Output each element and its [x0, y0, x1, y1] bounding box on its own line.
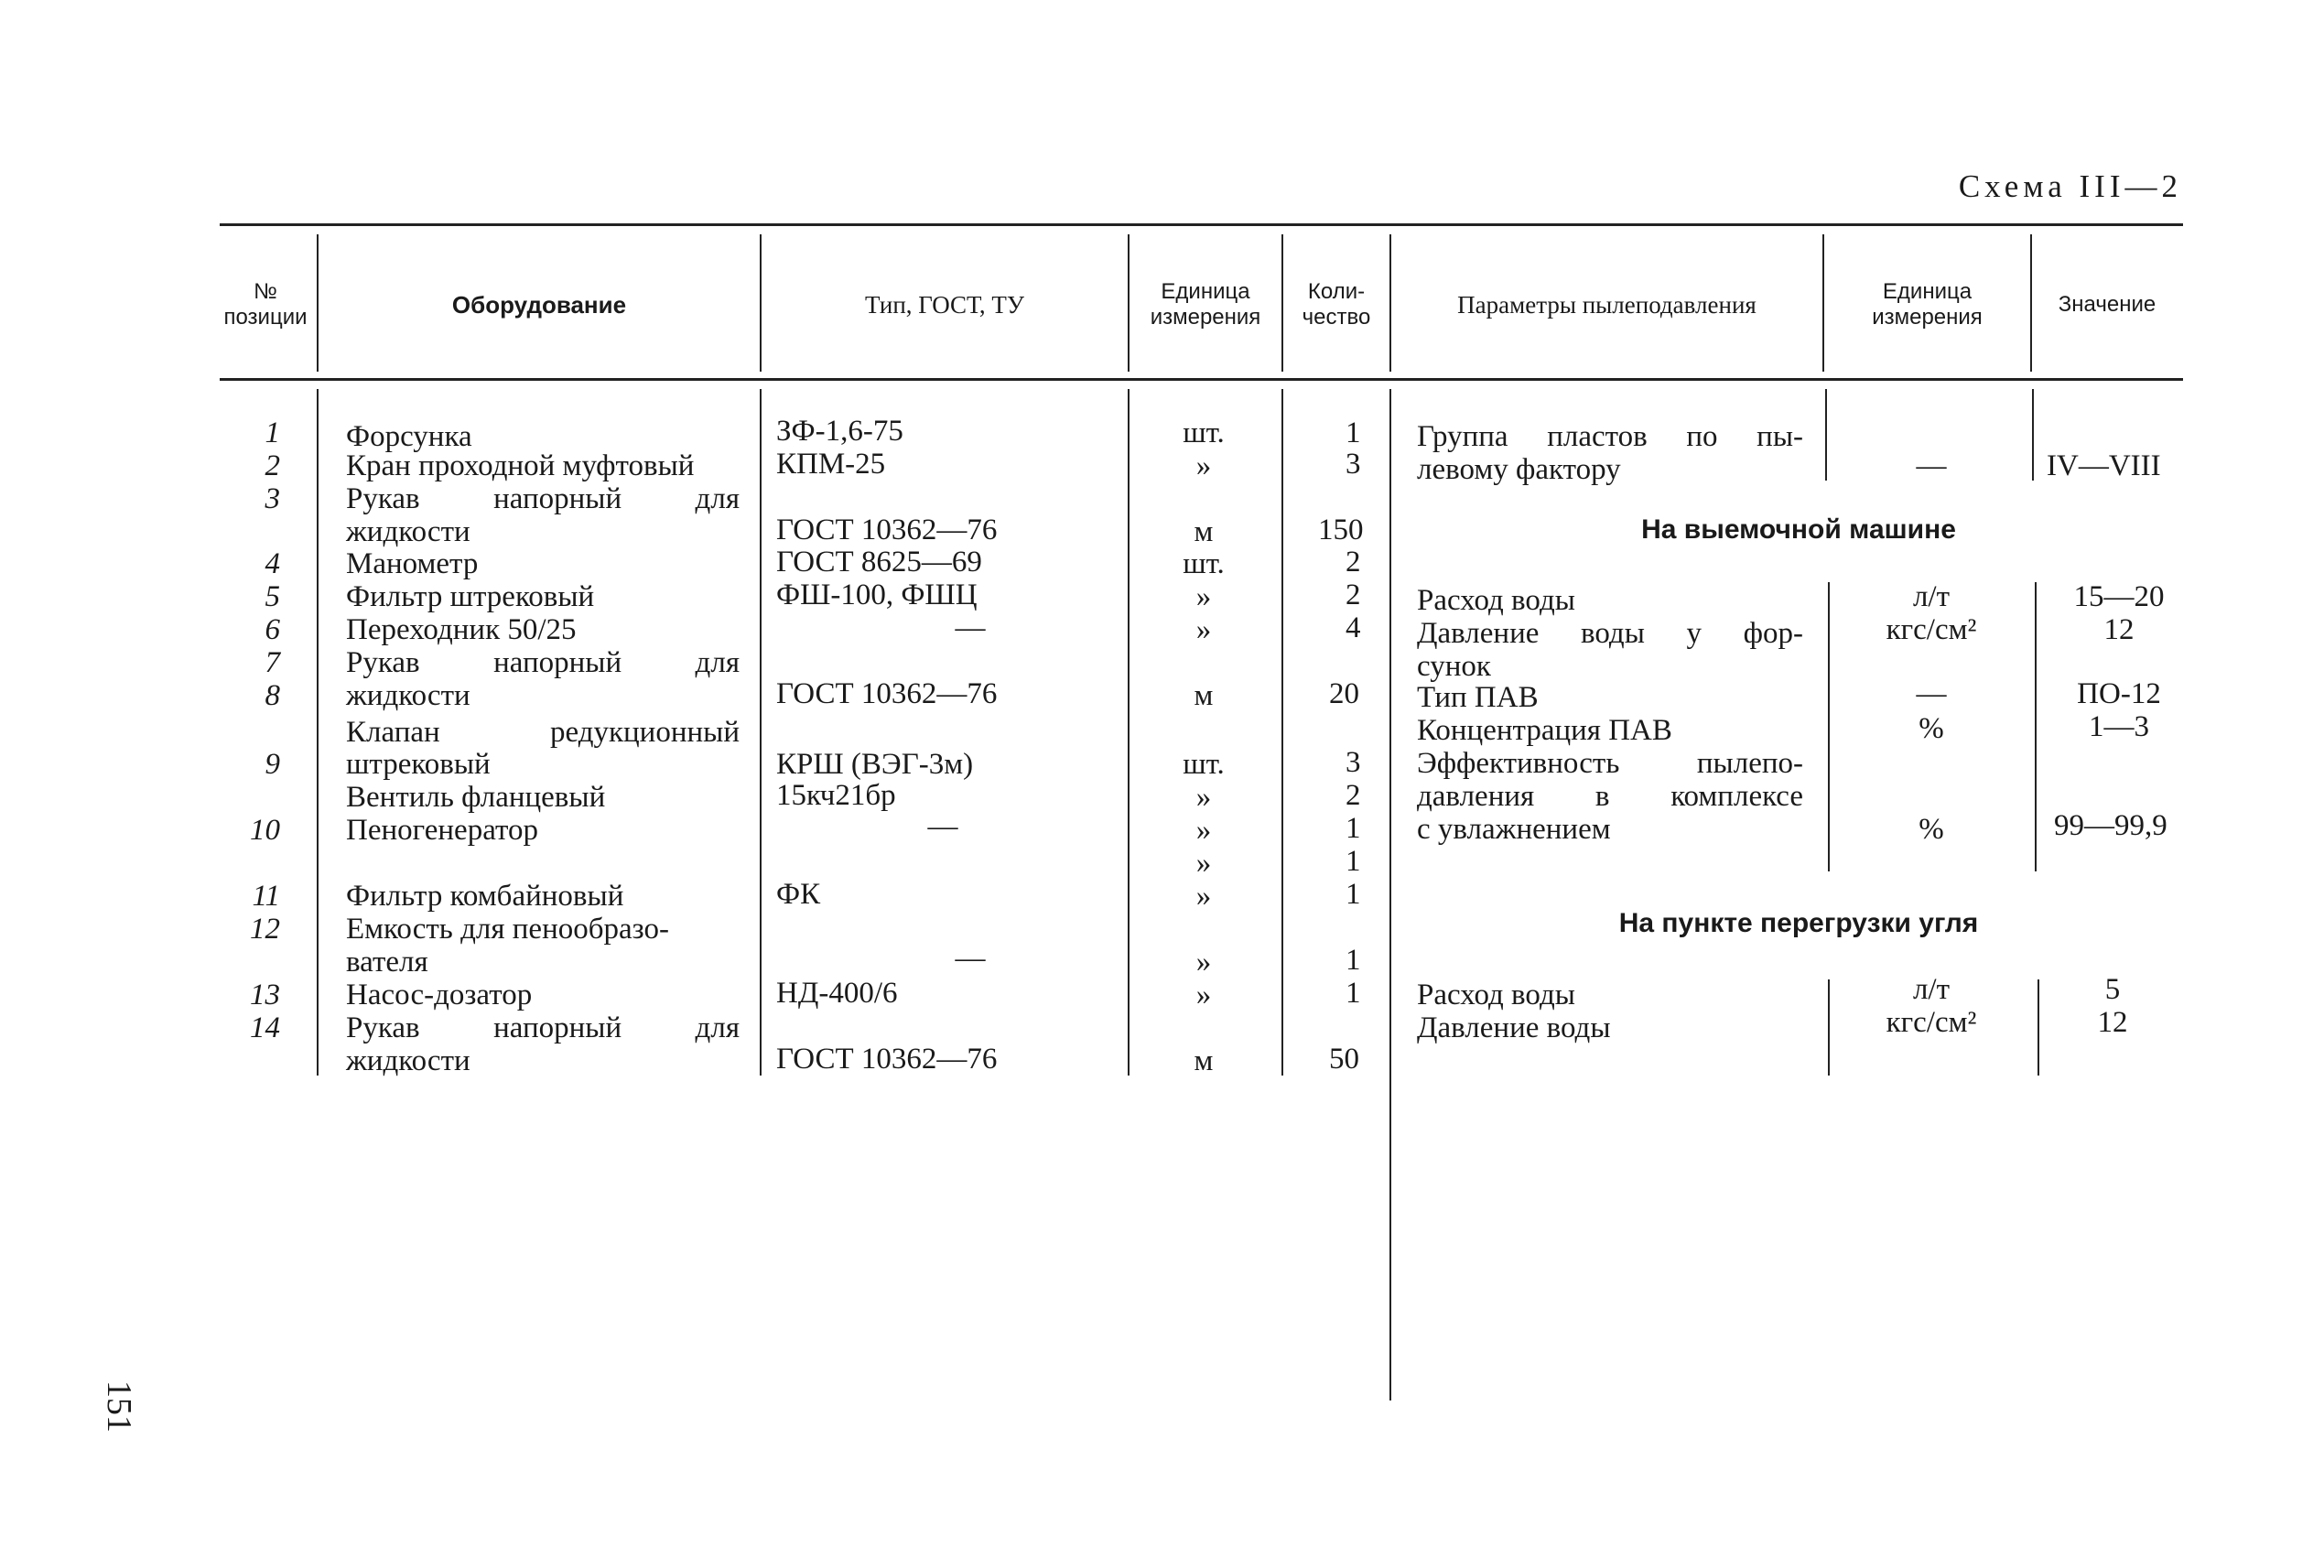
equipment-type: ФШ-100, ФШЦ	[776, 579, 978, 611]
param-name-cont: левому фактору	[1417, 453, 1621, 486]
equipment-qty: 4	[1346, 611, 1361, 644]
equipment-name-cont: жидкости	[346, 679, 470, 712]
equipment-name-cont: жидкости	[346, 515, 470, 548]
section1-divider	[2035, 582, 2037, 871]
equipment-name: Форсунка	[346, 420, 472, 453]
param-name-cont: с увлажнением	[1417, 813, 1611, 846]
param-value: ПО-12	[2077, 677, 2161, 710]
equipment-name: Кран проходной муфтовый	[346, 449, 695, 482]
param-name: Расход воды	[1417, 584, 1575, 617]
header-divider	[760, 234, 762, 372]
scheme-label: Схема III—2	[1958, 168, 2182, 204]
equipment-name: Вентиль фланцевый	[346, 781, 606, 814]
equipment-qty: 1	[1346, 845, 1361, 878]
equipment-name-cont: штрековый	[346, 748, 491, 781]
equipment-type: ГОСТ 10362—76	[776, 514, 998, 546]
header-type: Тип, ГОСТ, ТУ	[865, 291, 1024, 319]
group-divider	[2032, 389, 2034, 481]
param-value: 12	[2097, 1006, 2128, 1039]
equipment-unit: м	[1194, 515, 1214, 548]
equipment-type: ГОСТ 10362—76	[776, 1043, 998, 1076]
equipment-unit: шт.	[1183, 547, 1225, 580]
equipment-name: Переходник 50/25	[346, 613, 577, 646]
header-bottom-rule	[220, 378, 2183, 381]
param-unit: кгс/см²	[1886, 613, 1977, 646]
header-divider	[1389, 234, 1391, 372]
equipment-type: —	[955, 611, 986, 644]
header-unit: Единица измерения	[1150, 279, 1261, 330]
param-name-cont: давления в комплексе	[1417, 780, 1803, 813]
equipment-unit: »	[1195, 847, 1212, 880]
equipment-qty: 20	[1329, 677, 1359, 710]
row-number: 14	[250, 1011, 280, 1044]
param-name: Группа пластов по пы-	[1417, 420, 1803, 453]
param-value: 5	[2104, 973, 2121, 1006]
equipment-name: Клапан редукционный	[346, 716, 740, 749]
param-unit: кгс/см²	[1886, 1006, 1977, 1039]
param-name: Давление воды	[1417, 1011, 1611, 1044]
param-unit: %	[1919, 813, 1944, 846]
equipment-unit: »	[1195, 946, 1212, 979]
section-title-extraction-machine: На выемочной машине	[1641, 514, 1956, 545]
equipment-type: КРШ (ВЭГ-3м)	[776, 748, 974, 781]
param-unit: —	[1916, 449, 1947, 482]
equipment-unit: »	[1195, 781, 1212, 814]
header-param-unit: Единица измерения	[1872, 279, 1983, 330]
param-value: 99—99,9	[2054, 809, 2167, 842]
param-name: Эффективность пылепо-	[1417, 747, 1803, 780]
equipment-type: —	[955, 942, 986, 975]
equipment-name: Емкость для пенообразо-	[346, 913, 670, 946]
row-number: 5	[265, 580, 280, 613]
body-divider	[1389, 389, 1391, 1400]
param-value: 1—3	[2089, 710, 2149, 743]
row-number: 11	[252, 880, 280, 913]
equipment-type: ГОСТ 10362—76	[776, 677, 998, 710]
header-position: № позиции	[223, 279, 308, 330]
row-number: 10	[250, 814, 280, 847]
equipment-type: —	[927, 810, 958, 843]
header-divider	[1281, 234, 1283, 372]
equipment-name: Фильтр комбайновый	[346, 880, 624, 913]
equipment-type: ФК	[776, 878, 821, 911]
section1-divider	[1828, 582, 1830, 871]
header-divider	[317, 234, 319, 372]
equipment-qty: 2	[1346, 579, 1361, 611]
param-unit: —	[1916, 677, 1947, 710]
param-unit: л/т	[1912, 973, 1951, 1006]
body-divider	[760, 389, 762, 1076]
equipment-unit: м	[1194, 679, 1214, 712]
row-number: 3	[265, 482, 280, 515]
equipment-name: Пеногенератор	[346, 814, 538, 847]
equipment-unit: »	[1195, 580, 1212, 613]
row-number: 9	[265, 748, 280, 781]
equipment-qty: 1	[1346, 977, 1361, 1010]
header-parameters: Параметры пылеподавления	[1457, 291, 1757, 319]
equipment-qty: 3	[1346, 448, 1361, 481]
param-unit: %	[1919, 712, 1944, 745]
header-value: Значение	[2058, 292, 2156, 317]
equipment-qty: 1	[1346, 944, 1361, 977]
table-top-rule	[220, 223, 2183, 226]
section2-divider	[2038, 979, 2039, 1076]
equipment-type: НД-400/6	[776, 977, 898, 1010]
equipment-unit: »	[1195, 449, 1212, 482]
row-number: 2	[265, 449, 280, 482]
equipment-unit: шт.	[1183, 416, 1225, 449]
param-name: Расход воды	[1417, 979, 1575, 1011]
section2-divider	[1828, 979, 1830, 1076]
param-name: Давление воды у фор-	[1417, 617, 1803, 650]
body-divider	[317, 389, 319, 1076]
equipment-qty: 1	[1346, 878, 1361, 911]
equipment-type: КПМ-25	[776, 448, 886, 481]
equipment-type: 15кч21бр	[776, 779, 896, 812]
param-name: Концентрация ПАВ	[1417, 714, 1672, 747]
row-number: 8	[265, 679, 280, 712]
equipment-unit: »	[1195, 613, 1212, 646]
header-quantity: Коли-чество	[1302, 279, 1371, 330]
header-divider	[1128, 234, 1130, 372]
body-divider	[1128, 389, 1130, 1076]
param-value: 15—20	[2073, 580, 2165, 613]
equipment-qty: 2	[1346, 546, 1361, 579]
equipment-qty: 1	[1346, 812, 1361, 845]
equipment-type: ГОСТ 8625—69	[776, 546, 982, 579]
equipment-type: ЗФ-1,6-75	[776, 415, 903, 448]
equipment-name: Рукав напорный для	[346, 1011, 740, 1044]
equipment-unit: шт.	[1183, 748, 1225, 781]
equipment-qty: 50	[1329, 1043, 1359, 1076]
param-value: 12	[2103, 613, 2135, 646]
page-number: 151	[100, 1380, 138, 1433]
row-number: 13	[250, 979, 280, 1011]
param-unit: л/т	[1912, 580, 1951, 613]
equipment-qty: 3	[1346, 746, 1361, 779]
header-equipment: Оборудование	[451, 291, 627, 319]
row-number: 6	[265, 613, 280, 646]
header-divider	[1822, 234, 1824, 372]
equipment-name: Фильтр штрековый	[346, 580, 595, 613]
equipment-unit: »	[1195, 880, 1212, 913]
equipment-name: Рукав напорный для	[346, 482, 740, 515]
header-divider	[2030, 234, 2032, 372]
param-name: Тип ПАВ	[1417, 681, 1539, 714]
equipment-qty: 1	[1346, 416, 1361, 449]
row-number: 12	[250, 913, 280, 946]
equipment-name: Манометр	[346, 547, 479, 580]
param-value: IV—VIII	[2047, 449, 2161, 482]
equipment-name: Насос-дозатор	[346, 979, 533, 1011]
equipment-qty: 2	[1346, 779, 1361, 812]
body-divider	[1281, 389, 1283, 1076]
param-name-cont: сунок	[1417, 650, 1491, 683]
section-title-coal-transfer: На пункте перегрузки угля	[1618, 908, 1979, 938]
equipment-name-cont: жидкости	[346, 1044, 470, 1077]
equipment-name: Рукав напорный для	[346, 646, 740, 679]
equipment-unit: »	[1195, 814, 1212, 847]
row-number: 4	[265, 547, 280, 580]
row-number: 7	[265, 646, 280, 679]
equipment-unit: м	[1194, 1044, 1214, 1077]
row-number: 1	[265, 416, 280, 449]
equipment-name-cont: вателя	[346, 946, 428, 979]
equipment-unit: »	[1195, 979, 1212, 1011]
equipment-qty: 150	[1318, 514, 1364, 546]
group-divider	[1825, 389, 1827, 481]
